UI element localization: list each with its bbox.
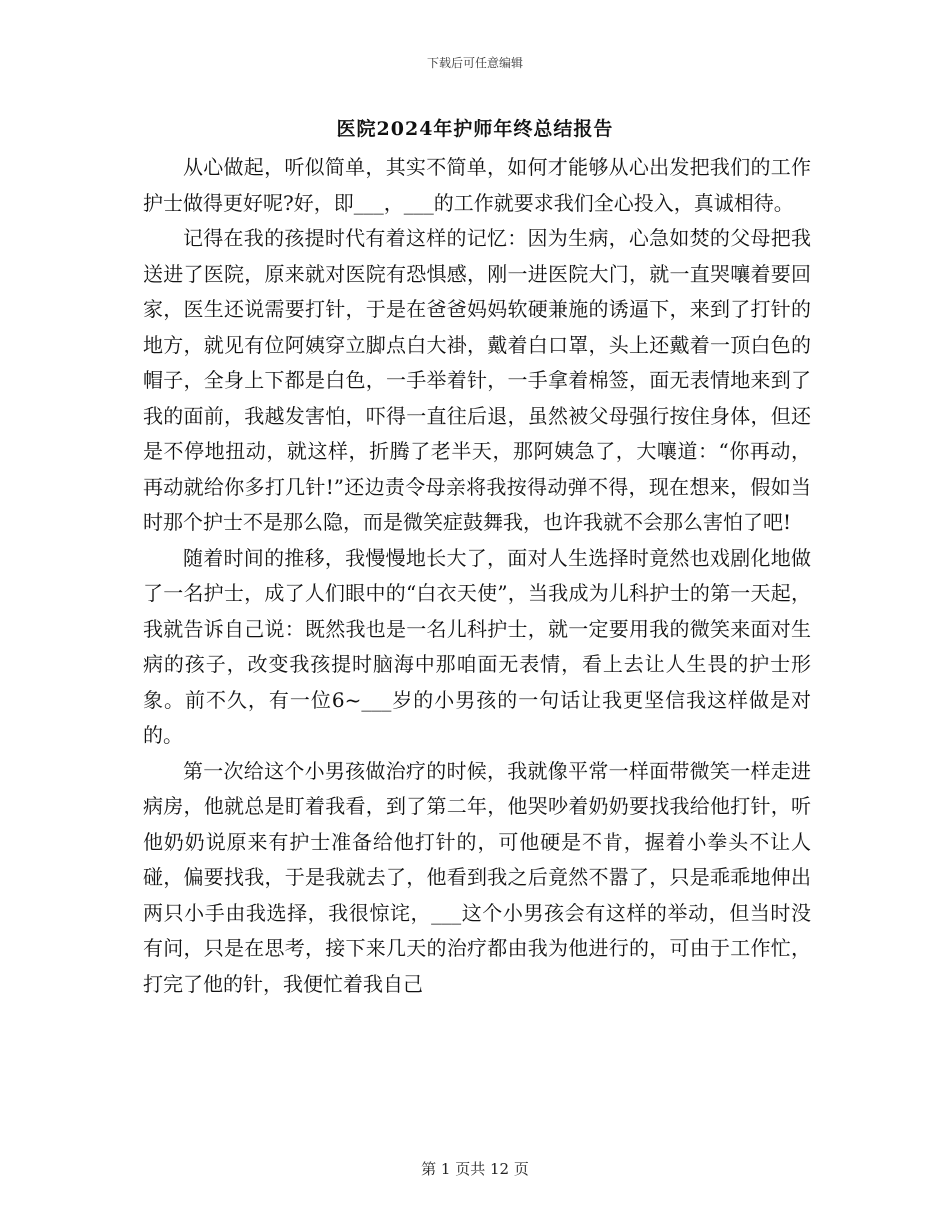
paragraph-2: 记得在我的孩提时代有着这样的记忆：因为生病，心急如焚的父母把我送进了医院，原来就对医院有恐惧感，刚一进医院大门，就一直哭嚷着要回家，医生还说需要打针，于是在爸爸妈妈软硬兼施的诱逼下，来到了打针的地方，就见有位阿姨穿立脚点白大褂，戴着白口罩，头上还戴着一顶白色的帽子，全身上下都是白色，一手举着针，一手拿着棉签，面无表情地来到了我的面前，我越发害怕，吓得一直往后退，虽然被父母强行按住身体，但还是不停地扭动，就这样，折腾了老半天，那阿姨急了，大嚷道：“你再动，再动就给你多打几针!”还边责令母亲将我按得动弹不得，现在想来，假如当时那个护士不是那么隐，而是微笑症鼓舞我，也许我就不会那么害怕了吧! [143, 226, 811, 534]
document-title: 医院2024年护师年终总结报告 [336, 118, 614, 140]
paragraph-1: 从心做起，听似简单，其实不简单，如何才能够从心出发把我们的工作护士做得更好呢?好，即___，___的工作就要求我们全心投入，真诚相待。 [143, 155, 811, 215]
page-footer: 第 1 页共 12 页 [421, 1160, 529, 1178]
paragraph-4: 第一次给这个小男孩做治疗的时候，我就像平常一样面带微笑一样走进病房，他就总是盯着我看，到了第二年，他哭吵着奶奶要找我给他打针，听他奶奶说原来有护士准备给他打针的，可他硬是不肯，握着小拳头不让人碰，偏要找我，于是我就去了，他看到我之后竟然不嚣了，只是乖乖地伸出两只小手由我选择，我很惊诧，___这个小男孩会有这样的举动，但当时没有问，只是在思考，接下来几天的治疗都由我为他进行的，可由于工作忙，打完了他的针，我便忙着我自己 [143, 758, 811, 996]
paragraph-3: 随着时间的推移，我慢慢地长大了，面对人生选择时竟然也戏剧化地做了一名护士，成了人们眼中的“白衣天使”，当我成为儿科护士的第一天起，我就告诉自己说：既然我也是一名儿科护士，就一定要用我的微笑来面对生病的孩子，改变我孩提时脑海中那咱面无表情，看上去让人生畏的护士形象。前不久，有一位6~___岁的小男孩的一句话让我更坚信我这样做是对的。 [143, 545, 811, 747]
header-note: 下载后可任意编辑 [426, 56, 523, 70]
document-body [143, 150, 811, 1002]
